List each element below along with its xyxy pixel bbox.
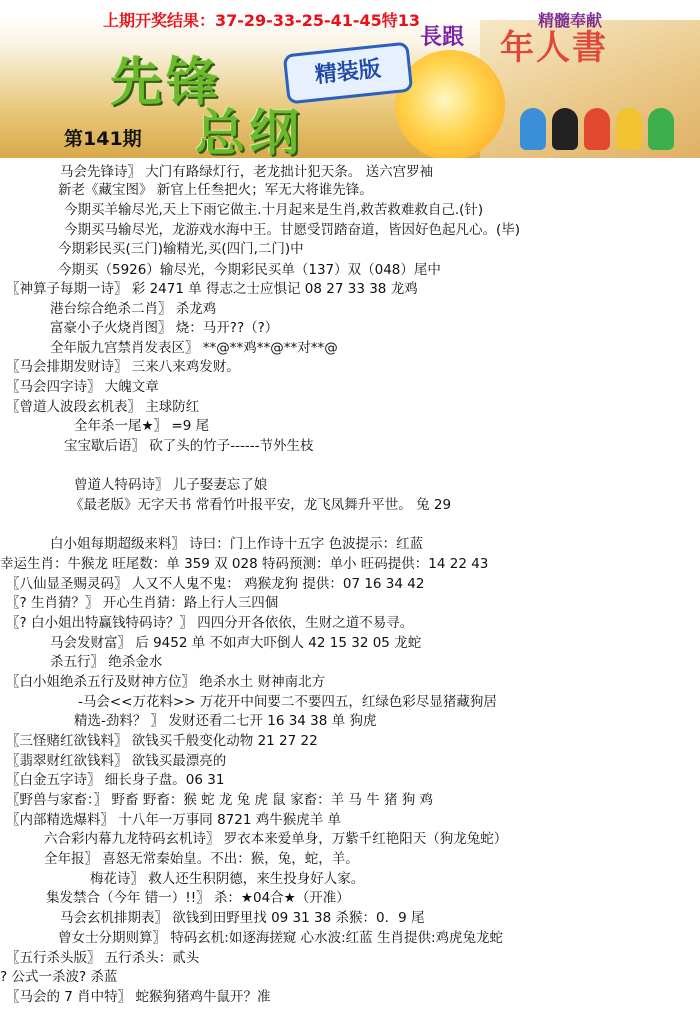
content-line: 曾道人特码诗〗 儿子娶妻忘了娘 <box>74 477 268 493</box>
content-line: 今期买（5926）输尽光，今期彩民买单（137）双（048）尾中 <box>58 262 441 278</box>
sun-graphic <box>395 50 505 158</box>
edition-badge: 精装版 <box>283 42 414 105</box>
content-line: 幸运生肖：牛猴龙 旺尾数：单 359 双 028 特码预测：单小 旺码提供：14 22 43 <box>0 556 489 572</box>
content-line: 精选-劲料？ 〗 发财还看二七开 16 34 38 单 狗虎 <box>74 713 377 729</box>
mascot-figure <box>616 108 642 150</box>
period-label: 第141期 <box>64 128 142 150</box>
content-line: 〖翡翠财红欲钱料〗 欲钱买最漂亮的 <box>6 753 227 769</box>
mascot-figure <box>584 108 610 150</box>
content-line: 马会发财富〗 后 9452 单 不如声大吓倒人 42 15 32 05 龙蛇 <box>50 635 422 651</box>
content-line: 今期买马输尽光，龙游戏水海中王。甘愿受罚踏奋道，皆因好色起凡心。(毕) <box>64 222 521 238</box>
content-line: 〖内部精选爆料〗 十八年一万事同 8721 鸡牛猴虎羊 单 <box>6 812 342 828</box>
content-line: 集发禁合（今年 错一）!!〗 杀：★04合★（开准） <box>46 890 350 906</box>
content-line: 〖野兽与家畜：〗 野畜 野畜：猴 蛇 龙 兔 虎 鼠 家畜：羊 马 牛 猪 狗 鸡 <box>6 792 434 808</box>
content-line: 〖神算子每期一诗〗 彩 2471 单 得志之士应惧记 08 27 33 38 龙鸡 <box>6 281 418 297</box>
content-line: 新老《藏宝图》 新官上任叁把火；军无大将谁先锋。 <box>58 182 373 198</box>
content-line: 宝宝歇后语〗 砍了头的竹子------节外生枝 <box>64 438 314 454</box>
content-line: 〖? 白小姐出特赢钱特码诗？〗 四四分开各依依，生财之道不易寻。 <box>6 615 414 631</box>
content-line: 〖白金五字诗〗 细长身子盘。06 31 <box>6 772 225 788</box>
banner-big-text: 年人書 <box>500 28 608 68</box>
content-line: 今期彩民买(三门)输精光,买(四门,二门)中 <box>58 241 304 257</box>
header-banner <box>0 0 700 158</box>
content-line: 〖八仙显圣赐灵码〗 人又不人鬼不鬼： 鸡猴龙狗 提供：07 16 34 42 <box>6 576 425 592</box>
content-line: 曾女士分期则算〗 特码玄机:如逐海搓窥 心水波:红蓝 生肖提供:鸡虎兔龙蛇 <box>58 930 504 946</box>
content-line: 富豪小子火烧肖图〗 烧：马开??（?） <box>50 320 279 336</box>
content-line: 马会先锋诗〗 大门有路绿灯行，老龙拙计犯天条。 送六宫罗袖 <box>60 164 434 180</box>
content-line: 〖? 生肖猜？〗 开心生肖猜：路上行人三四個 <box>6 595 279 611</box>
brand-text: 精髓奉献 <box>538 11 603 30</box>
content-line: 白小姐每期超级来料〗 诗曰：门上作诗十五字 色波提示：红蓝 <box>50 536 424 552</box>
content-line: 全年报〗 喜怒无常秦始皇。不出：猴，兔，蛇，羊。 <box>44 851 359 867</box>
content-line: 〖白小姐绝杀五行及财神方位〗 绝杀水土 财神南北方 <box>6 674 326 690</box>
content-line: 今期买羊输尽光,天上下雨它做主.十月起来是生肖,救苦救难救自己.(针) <box>64 202 484 218</box>
content-line: 全年杀一尾★〗 =9 尾 <box>74 418 210 434</box>
mascot-figure <box>552 108 578 150</box>
content-line: 六合彩内幕九龙特码玄机诗〗 罗衣本来爱单身，万紫千红艳阳天（狗龙兔蛇） <box>44 831 508 847</box>
content-line: -马会<<万花料>> 万花开中间要二不要四五，红绿色彩尽显猪藏狗居 <box>78 694 497 710</box>
content-line: 全年版九宫禁肖发表区〗 **@**鸡**@**对**@ <box>50 340 338 356</box>
content-line: 〖三怪赌红欲钱料〗 欲钱买千般变化动物 21 27 22 <box>6 733 318 749</box>
content-line: 《最老版》无字天书 常看竹叶报平安，龙飞凤舞升平世。 兔 29 <box>70 497 452 513</box>
content-line: 港台综合绝杀二肖〗 杀龙鸡 <box>50 301 217 317</box>
logo-line-2: 总纲 <box>195 104 303 158</box>
content-line: ? 公式一杀波? 杀蓝 <box>0 969 118 985</box>
content-line: 杀五行〗 绝杀金水 <box>50 654 163 670</box>
mascot-figure <box>648 108 674 150</box>
follow-badge: 長跟 <box>420 25 465 50</box>
content-line: 梅花诗〗 救人还生积阴德，来生投身好人家。 <box>90 871 365 887</box>
content-line: 〖马会排期发财诗〗 三来八来鸡发财。 <box>6 359 240 375</box>
content-line: 〖曾道人波段玄机表〗 主球防红 <box>6 399 200 415</box>
content-line: 〖五行杀头版〗 五行杀头：贰头 <box>6 950 200 966</box>
logo-line-1: 先锋 <box>110 53 223 113</box>
last-result-text: 上期开奖结果：37-29-33-25-41-45特13 <box>103 11 421 30</box>
content-line: 〖马会的 7 肖中特〗 蛇猴狗猪鸡牛鼠开？准 <box>6 989 271 1005</box>
mascot-figure <box>520 108 546 150</box>
content-line: 马会玄机排期表〗 欲钱到田野里找 09 31 38 杀猴：0．9 尾 <box>60 910 425 926</box>
content-line: 〖马会四字诗〗 大魄文章 <box>6 379 159 395</box>
